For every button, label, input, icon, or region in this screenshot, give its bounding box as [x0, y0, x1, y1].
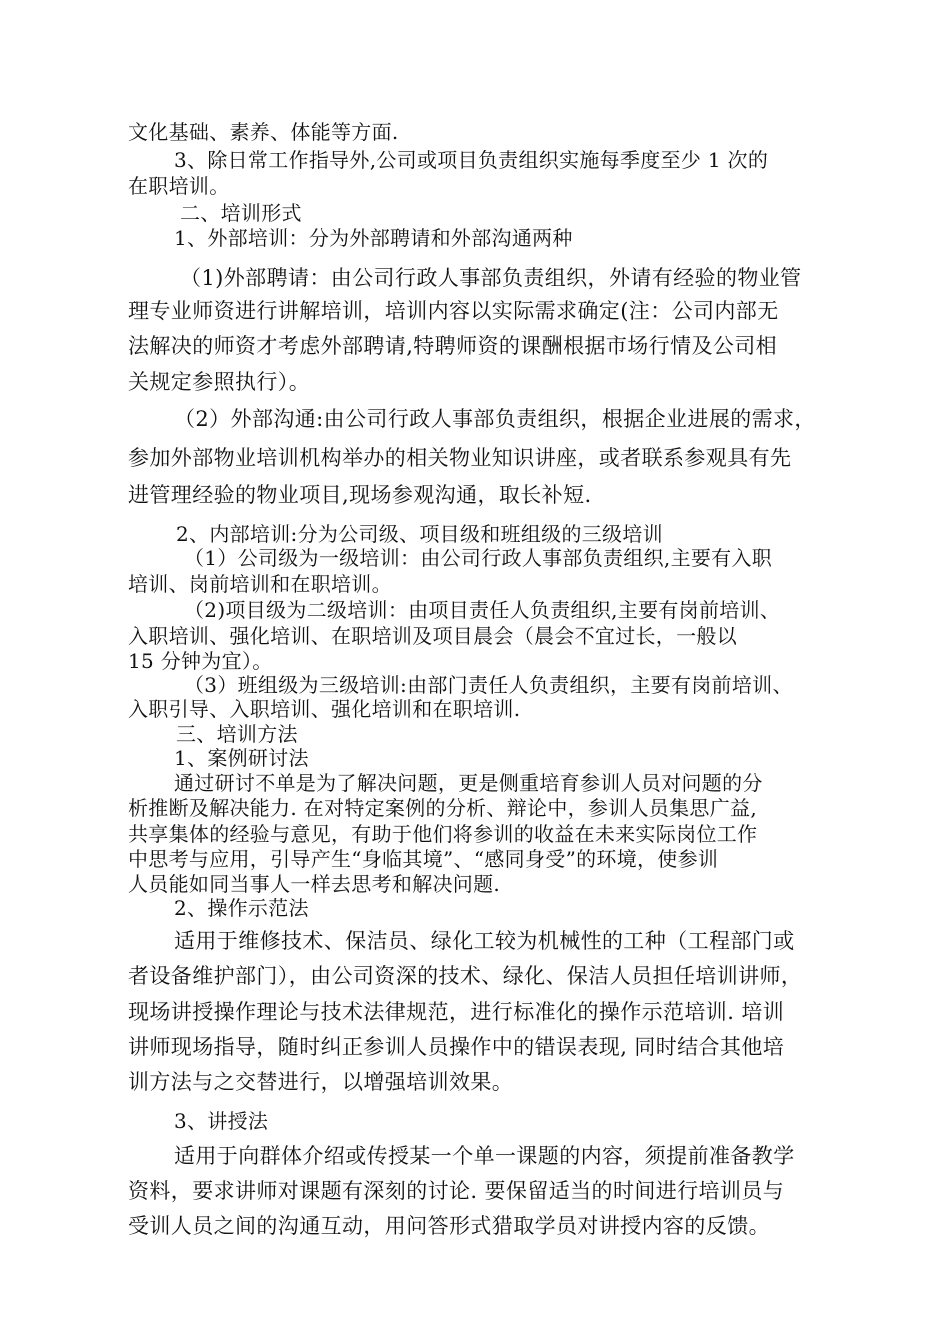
text-line: 者设备维护部门），由公司资深的技术、绿化、保洁人员担任培训讲师， [128, 964, 803, 988]
text-line: 参加外部物业培训机构举办的相关物业知识讲座，或者联系参观具有先 [128, 446, 792, 470]
text-line: 关规定参照执行）。 [128, 370, 311, 394]
section-heading: 二、培训形式 [180, 201, 302, 225]
text-line: 训方法与之交替进行，以增强培训效果。 [128, 1070, 514, 1094]
text-line: （2)项目级为二级培训：由项目责任人负责组织,主要有岗前培训、 [184, 598, 781, 622]
text-line: 中思考与应用，引导产生“身临其境”、“感同身受”的环境，使参训 [128, 847, 719, 871]
text-line: 讲师现场指导，随时纠正参训人员操作中的错误表现, 同时结合其他培 [128, 1035, 785, 1059]
text-line: 文化基础、素养、体能等方面. [128, 120, 399, 144]
text-line: 进管理经验的物业项目,现场参观沟通，取长补短. [128, 483, 592, 507]
text-line: 培训、岗前培训和在职培训。 [128, 572, 392, 596]
section-heading: 三、培训方法 [176, 722, 298, 746]
subsection-heading: 2、操作示范法 [174, 896, 309, 920]
text-line: 适用于向群体介绍或传授某一个单一课题的内容，须提前准备教学 [174, 1144, 795, 1168]
text-line: （1）公司级为一级培训：由公司行政人事部负责组织,主要有入职 [184, 546, 773, 570]
text-line: 受训人员之间的沟通互动，用问答形式猎取学员对讲授内容的反馈。 [128, 1214, 770, 1238]
text-line: 适用于维修技术、保洁员、绿化工较为机械性的工种（工程部门或 [174, 929, 795, 953]
text-line: 入职培训、强化培训、在职培训及项目晨会（晨会不宜过长，一般以 [128, 624, 737, 648]
text-line: 法解决的师资才考虑外部聘请,特聘师资的课酬根据市场行情及公司相 [128, 334, 778, 358]
text-line: 理专业师资进行讲解培训，培训内容以实际需求确定(注：公司内部无 [128, 299, 779, 323]
subsection-heading: 2、内部培训:分为公司级、项目级和班组级的三级培训 [176, 522, 663, 546]
text-line: 15 分钟为宜）。 [128, 649, 273, 673]
subsection-heading: 3、讲授法 [174, 1109, 269, 1133]
text-line: 3、除日常工作指导外,公司或项目负责组织实施每季度至少 1 次的 [174, 148, 769, 172]
text-line: 析推断及解决能力. 在对特定案例的分析、辩论中，参训人员集思广益, [128, 796, 757, 820]
text-line: 入职引导、入职培训、强化培训和在职培训. [128, 697, 521, 721]
text-line: 资料，要求讲师对课题有深刻的讨论. 要保留适当的时间进行培训员与 [128, 1179, 785, 1203]
text-line: 通过研讨不单是为了解决问题，更是侧重培育参训人员对问题的分 [174, 771, 763, 795]
text-line: （3）班组级为三级培训:由部门责任人负责组织，主要有岗前培训、 [184, 673, 793, 697]
text-line: 现场讲授操作理论与技术法律规范，进行标准化的操作示范培训. 培训 [128, 1000, 785, 1024]
text-line: 共享集体的经验与意见，有助于他们将参训的收益在未来实际岗位工作 [128, 822, 758, 846]
text-line: （2）外部沟通:由公司行政人事部负责组织，根据企业进展的需求， [174, 407, 816, 431]
subsection-heading: 1、案例研讨法 [174, 746, 309, 770]
subsection-heading: 1、外部培训：分为外部聘请和外部沟通两种 [174, 226, 573, 250]
text-line: 人员能如同当事人一样去思考和解决问题. [128, 872, 501, 896]
text-line: 在职培训。 [128, 174, 230, 198]
text-line: （1)外部聘请：由公司行政人事部负责组织，外请有经验的物业管 [180, 266, 802, 290]
